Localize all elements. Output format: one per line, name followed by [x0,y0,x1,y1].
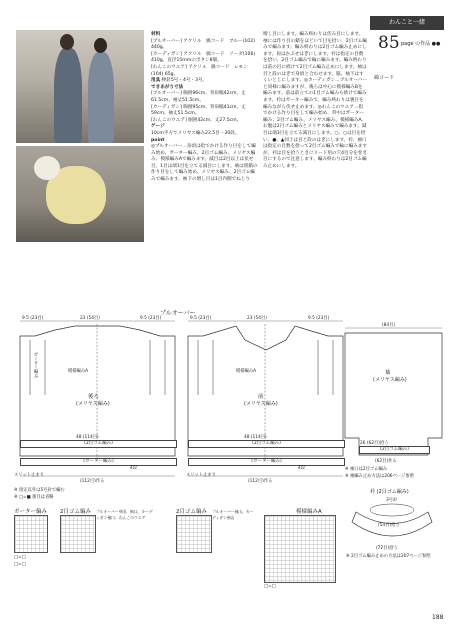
collar-note: ※ 2目ゴム編み止めの方法は207ページ参照 [346,554,431,559]
sleeve-cast-label: (62目)作る [375,459,397,464]
pattern-label: 模様編みA [236,369,257,374]
collar-title: 衿 (2目ゴム編み) [370,489,409,495]
note: ※ □=■ 裏目は省略 [14,495,54,500]
sleeve-note: ※ 袖口は2目ゴム編み [345,467,388,472]
material-line: [プルオーバー] アクリル 綿コード ブルー(102) 440g。 [151,38,255,51]
dimension-label: 23 (54目) [80,316,100,321]
page-reference: page の作品 ●● [401,41,441,47]
front-subtitle: (メリヤス編み) [244,401,278,407]
garter-band-front: (ガーター編み) [188,458,345,466]
pattern-number: 85 [378,33,400,53]
chart-title: ガーター編み [14,509,48,515]
slit-label: スリット止まり [186,473,216,478]
yarn-label: 綿コード [374,75,395,81]
size-title: できあがり寸法 [151,84,184,90]
note: ※ 指定以外は5号針で編む [14,488,65,493]
chart-title: 2目ゴム編み [176,509,207,515]
materials-title: 材料 [151,32,161,37]
chart-title: 模様編みA [296,509,322,515]
pattern-label: 模様編みA [68,369,89,374]
slit-label: スリット止まり [14,473,44,478]
legend: □=□ [14,562,26,567]
rows-label: 4段 [298,466,306,471]
collar-pick: (72目)拾う [376,546,398,551]
legend: □=□ [264,584,276,589]
material-line: [カーディガン] アクリル 綿コード ソーダ(106) 410g。直径15mmのボタン8個。 [151,51,256,64]
collar-pick: (54目)拾う [378,523,400,528]
back-title: 後ろ [88,394,100,400]
chart-note: プルオーバー身頃、袖口。カーディガン袖口、わんこのウエア [96,509,153,520]
legend: □=□ [14,555,26,560]
garter-chart [14,515,48,553]
front-title: 前 [258,394,264,400]
chart-title: 2目ゴム編み [60,509,91,515]
pattern-a-chart [264,515,336,583]
dimension-label: 9.5 (23目) [140,316,162,321]
garter-label: ガーター編み [33,352,38,378]
sleeve-cuff-label: 26 (62目)拾う [360,441,389,446]
tools-text: 棒針5号・4号・3号。 [161,78,208,84]
page-number: 188 [432,614,444,621]
cast-on-label: (112目)作る [248,479,273,484]
point-title: point [151,137,165,143]
sleeve-title: 袖 [385,370,391,376]
sleeve-top-label: (84目) [382,323,396,328]
sleeve-rib-band: (2目ゴム編み) [359,446,430,454]
width-label: 48 (114目) [76,435,99,440]
rib-band-back: (2目ゴム編み) [20,440,177,448]
rib-chart-2 [176,515,212,553]
point-text: ◎プルオーバー…身頃は指でかける作り目をして編み始め、ガーター編み、2目ゴム編み、メリヤス編み、模様編みAで編みます。減目は2目以上は伏せ目、1目は端1目を立てる減目にします。袖は別鎖の作り目をして編み始め、メリヤス編み、2目ゴム編みで編みます。袖下の増し目は1目内側でねじり [151,144,258,183]
tools-title: 用具 [151,78,161,84]
back-subtitle: (メリヤス編み) [76,401,110,407]
instructions-body: 増し目にします。編み終わりは伏み目にします。袖には作り目の鎖をほどいて目を拾い、2目ゴム編みで編みます。編み終わりは2目ゴム編み止めにします。肩はかぶせはぎにします。衿は指定の目数を拾い、2目ゴム編みで輪に編みます。編み終わりは前の目に続けて2目ゴム編み止めにします。袖は目と段のはぎで身頃と合わせます。脇、袖下はすくいとじにします。◎カーディガン…プルオーバーと同様に編みますが、後ろは中心に模様編みBを編みます。前は前立ての1目ゴム編みも続けて編みます。衿はガーター編みで、編み終わりは裏目を編みながら伏せ止めます。◎わんこのウエア…指でかける作り目をして編み始め、背中はガーター編み、2目ゴム編み、メリヤス編み、模様編みA、お腹は2目ゴム編みとメリヤス編みで編みます。減目は端3目を立てる減目にします。○、○は目を拾い、●、▲同士は目と段のはぎにします。衿、袖口は指定の目数を拾って2目ゴム編みで輪に編みますが、衿は目を拾うときにリード用の穴4目分を巻き目にするので注意します。編み終わりは2目ゴム編み止めにします。 [263,32,367,169]
cast-on-label: (112目)作る [80,479,105,484]
rib-band-front: (2目ゴム編み) [188,440,345,448]
material-line: [わんこのウエア] アクリル 綿コード レモン(104) 65g。 [151,64,248,77]
size-line: [プルオーバー] 胸囲96cm、背肩幅42cm、丈61.5cm、袖丈51.5cm。 [151,91,246,103]
gauge-text: 10cm平方でメリヤス編み23.5目・30段。 [151,130,240,136]
rib-chart-1 [60,515,96,553]
dimension-label: 9.5 (23目) [308,316,330,321]
garter-band-back: (ガーター編み) [20,458,177,466]
size-line: [わんこのウエア] 胴囲42cm、丈27.5cm。 [151,117,242,123]
dimension-label: 9.5 (23目) [190,316,212,321]
gauge-title: ゲージ [151,124,165,130]
chart-note: プルオーバー袖山、カーディガン袖山 [212,509,254,520]
size-line: [カーディガン] 胸囲95cm、背肩幅41cm、丈59cm、袖丈51.5cm。 [151,104,246,117]
dimension-label: 23 (54目) [247,316,267,321]
series-title: わんこと一緒 [370,16,444,30]
rows-label: 4段 [130,466,138,471]
sleeve-subtitle: (メリヤス編み) [373,377,407,383]
width-label: 48 (114目) [244,435,267,440]
dimension-label: 9.5 (23目) [22,316,44,321]
diagram-title: プルオーバー [160,310,196,317]
sleeve-note: ※ 袖編み止め方法は206ページ参照 [345,474,414,479]
collar-needle: 3号針 [386,498,398,503]
